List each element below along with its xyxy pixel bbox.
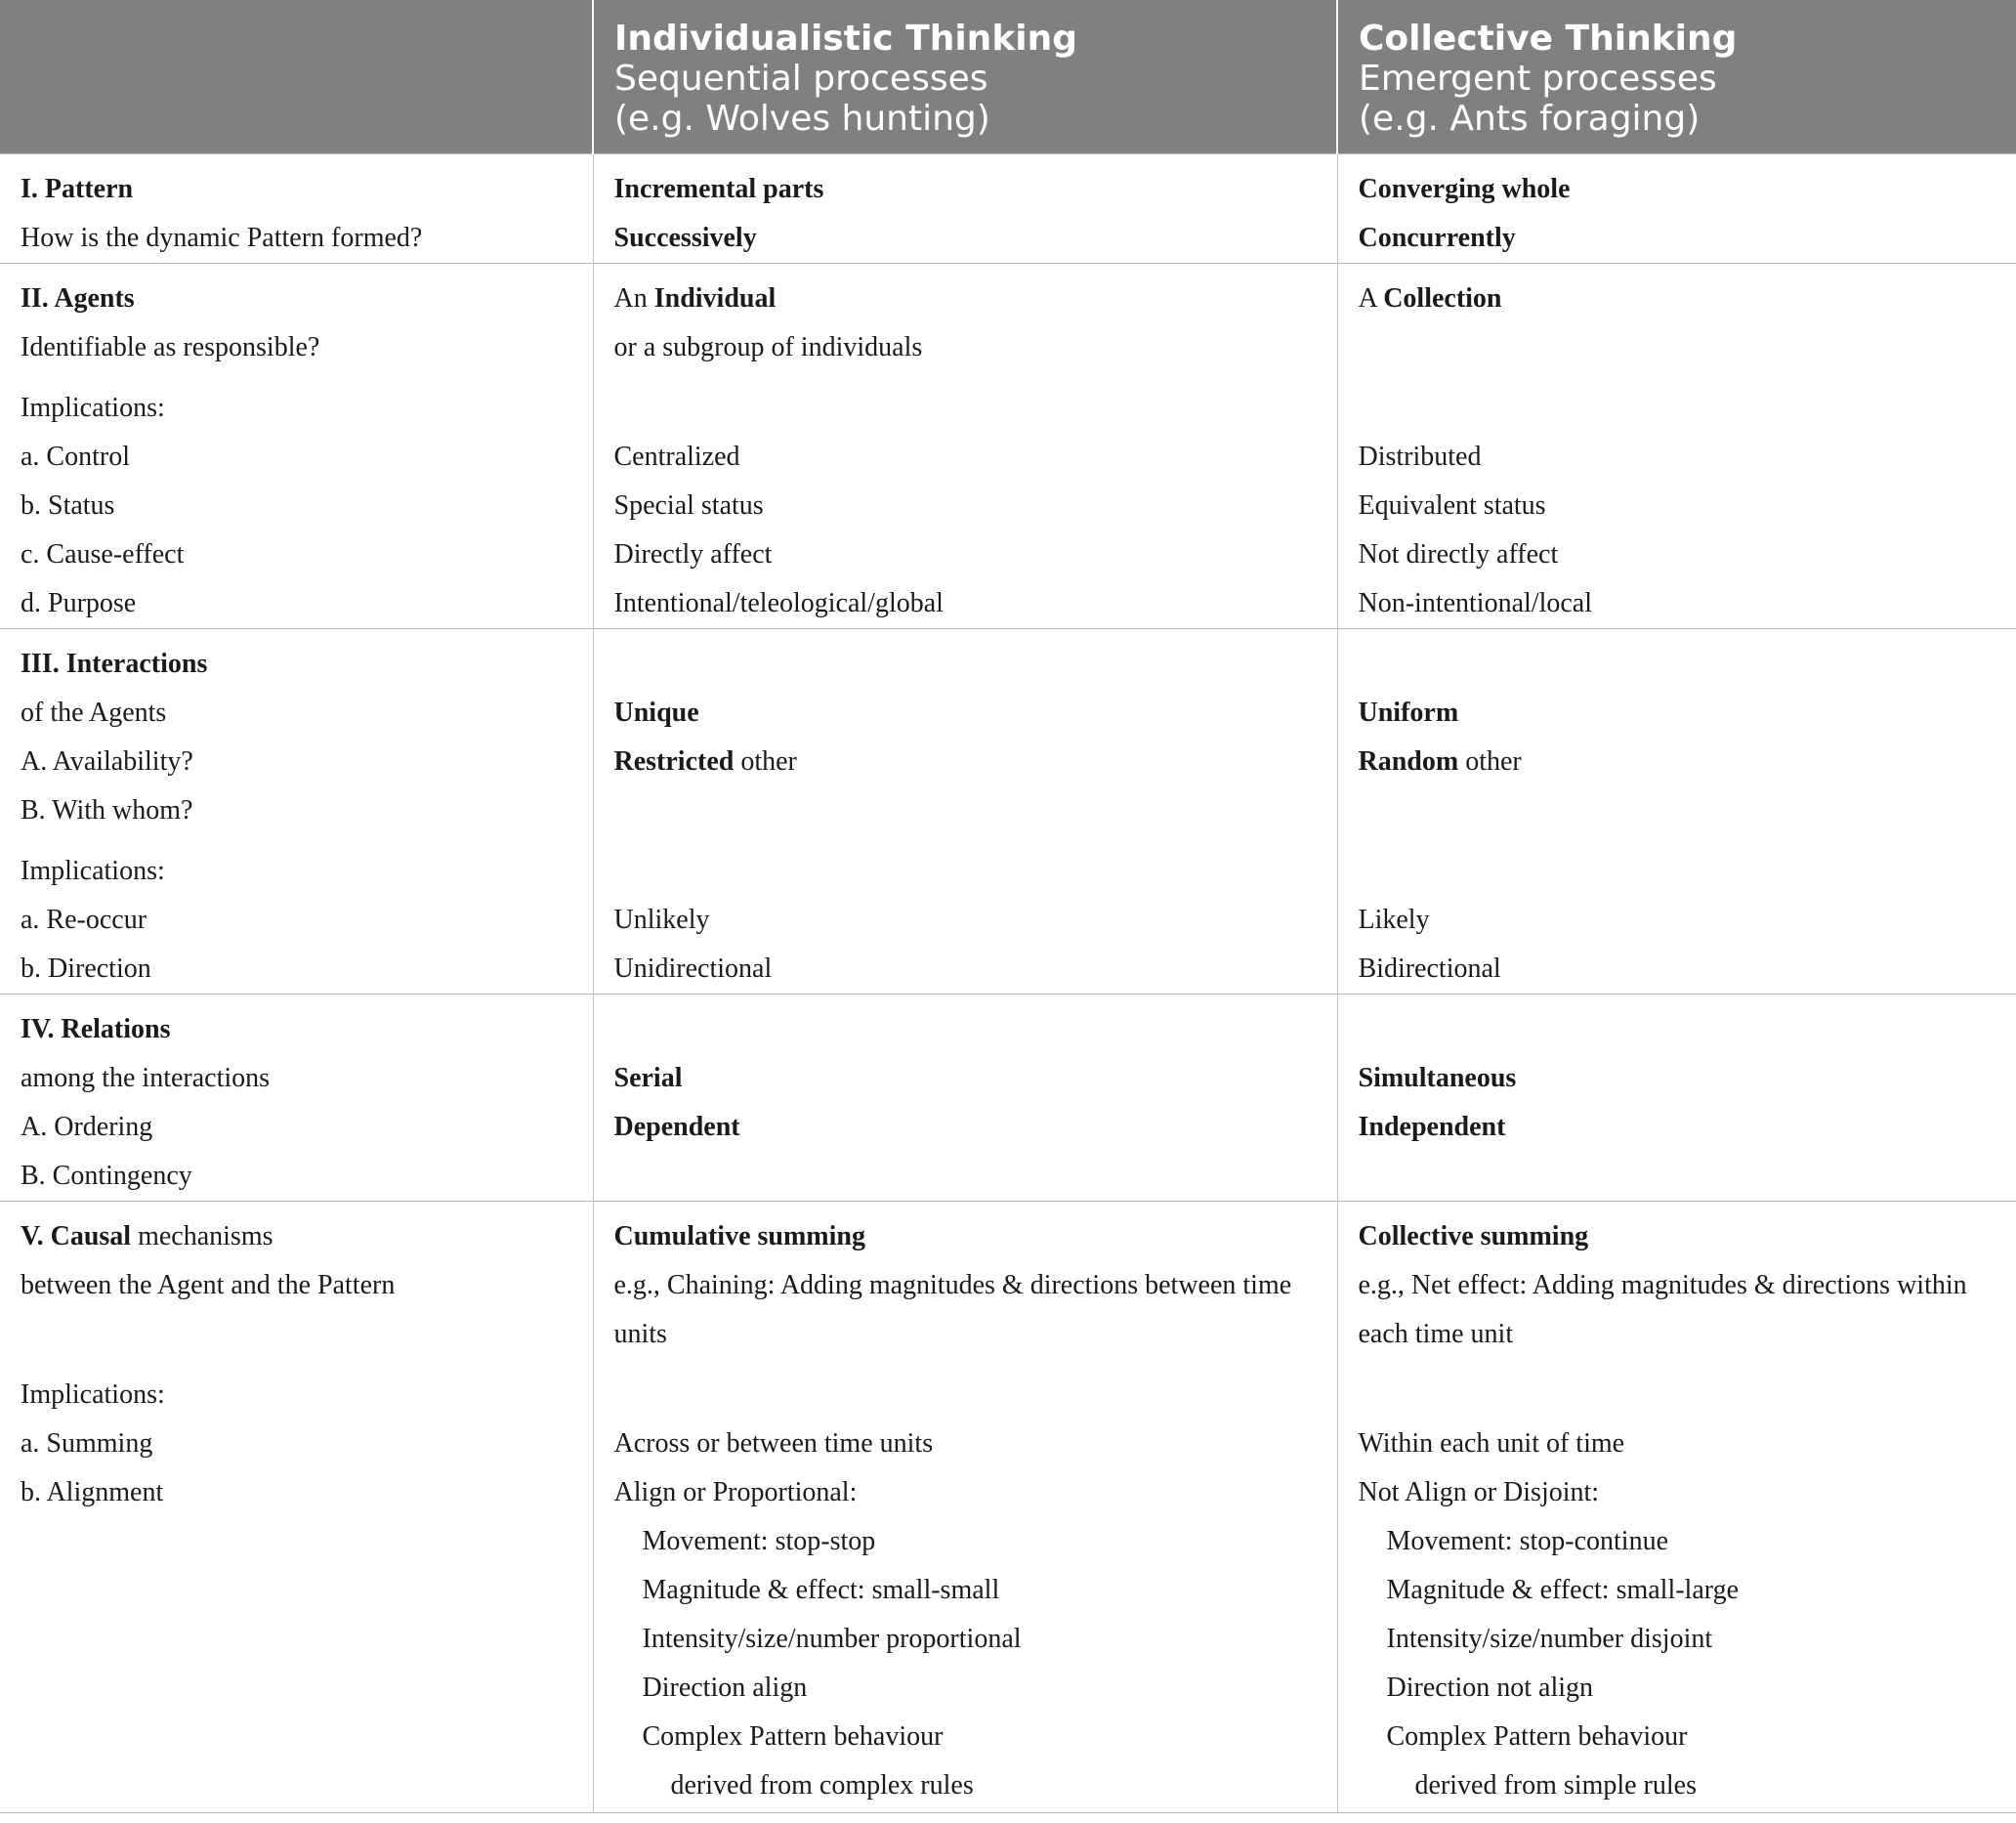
header-title: Individualistic Thinking — [614, 19, 1077, 59]
cell-text: e.g., Net effect: Adding magnitudes & directions within each time unit — [1358, 1269, 1967, 1349]
header-subtitle: Emergent processes — [1359, 59, 1717, 99]
cell-text: Special status — [613, 489, 764, 521]
header-subtitle: Sequential processes — [614, 59, 988, 99]
cell-text: Within each unit of time — [1358, 1427, 1625, 1459]
cell-text: Serial — [613, 1062, 683, 1093]
cell-text: Uniform — [1358, 697, 1459, 728]
cell-text: An Individual — [613, 282, 777, 314]
cell-text: Converging whole — [1358, 173, 1571, 204]
row-label: II. Agents — [21, 282, 135, 314]
row-label: I. Pattern — [21, 173, 134, 204]
row-label: III. Interactions — [21, 648, 208, 679]
row-question: A. Availability? — [21, 745, 193, 777]
cell-label — [0, 994, 593, 1201]
cell-text: Centralized — [613, 441, 740, 472]
row-relations — [0, 994, 2016, 1201]
implications-label: Implications: — [21, 392, 165, 423]
cell-text: Complex Pattern behaviour — [642, 1720, 944, 1752]
cell-text: Equivalent status — [1358, 489, 1546, 521]
cell-individualistic — [593, 1201, 1337, 1812]
row-subtitle: between the Agent and the Pattern — [21, 1269, 396, 1300]
row-pattern — [0, 153, 2016, 263]
cell-text: or a subgroup of individuals — [613, 331, 923, 362]
implication-alignment: b. Alignment — [21, 1476, 164, 1507]
cell-label — [0, 153, 593, 263]
implications-label: Implications: — [21, 1378, 165, 1410]
cell-collective — [1337, 263, 2016, 628]
cell-text: Successively — [613, 222, 757, 253]
implication-summing: a. Summing — [21, 1427, 153, 1459]
cell-text: Likely — [1358, 904, 1430, 935]
row-question: How is the dynamic Pattern formed? — [21, 222, 423, 253]
cell-text: Directly affect — [613, 538, 773, 570]
row-subtitle: among the interactions — [21, 1062, 271, 1093]
cell-text: Intensity/size/number disjoint — [1386, 1623, 1713, 1654]
cell-text: Independent — [1358, 1111, 1506, 1142]
cell-individualistic — [593, 263, 1337, 628]
header-row — [0, 0, 2016, 153]
cell-text: Restricted other — [613, 745, 797, 777]
row-causal — [0, 1201, 2016, 1812]
cell-text: Complex Pattern behaviour — [1386, 1720, 1688, 1752]
cell-text: Direction align — [642, 1672, 808, 1703]
cell-text: Non-intentional/local — [1358, 587, 1592, 618]
header-individualistic — [593, 0, 1337, 153]
cell-text: Movement: stop-stop — [642, 1525, 876, 1556]
cell-text: Distributed — [1358, 441, 1482, 472]
cell-text: Simultaneous — [1358, 1062, 1517, 1093]
row-agents — [0, 263, 2016, 628]
row-question: Identifiable as responsible? — [21, 331, 320, 362]
header-title: Collective Thinking — [1359, 19, 1738, 59]
cell-text: Direction not align — [1386, 1672, 1594, 1703]
cell-collective — [1337, 628, 2016, 994]
cell-text: Dependent — [613, 1111, 740, 1142]
implication-purpose: d. Purpose — [21, 587, 137, 618]
cell-text: Magnitude & effect: small-small — [642, 1574, 1000, 1605]
cell-text: A Collection — [1358, 282, 1502, 314]
row-subtitle: of the Agents — [21, 697, 167, 728]
cell-text: Unidirectional — [613, 953, 773, 984]
row-label: IV. Relations — [21, 1013, 171, 1044]
cell-text: Not directly affect — [1358, 538, 1559, 570]
cell-collective — [1337, 994, 2016, 1201]
cell-text: Bidirectional — [1358, 953, 1501, 984]
cell-text: Random other — [1358, 745, 1522, 777]
cell-individualistic — [593, 153, 1337, 263]
cell-label — [0, 263, 593, 628]
cell-text: Unlikely — [613, 904, 710, 935]
cell-individualistic — [593, 628, 1337, 994]
cell-text: Intentional/teleological/global — [613, 587, 944, 618]
implication-control: a. Control — [21, 441, 130, 472]
cell-individualistic — [593, 994, 1337, 1201]
cell-collective — [1337, 153, 2016, 263]
cell-text: Intensity/size/number proportional — [642, 1623, 1022, 1654]
cell-text: Magnitude & effect: small-large — [1386, 1574, 1740, 1605]
row-question: A. Ordering — [21, 1111, 153, 1142]
cell-text: Unique — [613, 697, 699, 728]
cell-text: Collective summing — [1358, 1220, 1589, 1251]
implications-label: Implications: — [21, 855, 165, 886]
cell-text: e.g., Chaining: Adding magnitudes & directions between time units — [613, 1269, 1292, 1349]
header-example: (e.g. Wolves hunting) — [614, 99, 990, 139]
row-label: V. Causal mechanisms — [21, 1220, 273, 1251]
header-example: (e.g. Ants foraging) — [1359, 99, 1701, 139]
cell-collective — [1337, 1201, 2016, 1812]
header-empty-cell — [0, 0, 593, 153]
cell-text: derived from simple rules — [1414, 1769, 1697, 1801]
cell-text: Align or Proportional: — [613, 1476, 858, 1507]
cell-label — [0, 628, 593, 994]
row-interactions — [0, 628, 2016, 994]
cell-text: Across or between time units — [613, 1427, 934, 1459]
cell-text: Not Align or Disjoint: — [1358, 1476, 1600, 1507]
implication-status: b. Status — [21, 489, 115, 521]
cell-text: Movement: stop-continue — [1386, 1525, 1669, 1556]
row-question: B. With whom? — [21, 794, 193, 826]
implication-direction: b. Direction — [21, 953, 151, 984]
cell-text: derived from complex rules — [670, 1769, 974, 1801]
row-question: B. Contingency — [21, 1160, 192, 1191]
cell-text: Cumulative summing — [613, 1220, 865, 1251]
implication-reoccur: a. Re-occur — [21, 904, 147, 935]
header-collective — [1337, 0, 2016, 153]
cell-text: Concurrently — [1358, 222, 1516, 253]
cell-label — [0, 1201, 593, 1812]
implication-cause-effect: c. Cause-effect — [21, 538, 185, 570]
cell-text: Incremental parts — [613, 173, 824, 204]
